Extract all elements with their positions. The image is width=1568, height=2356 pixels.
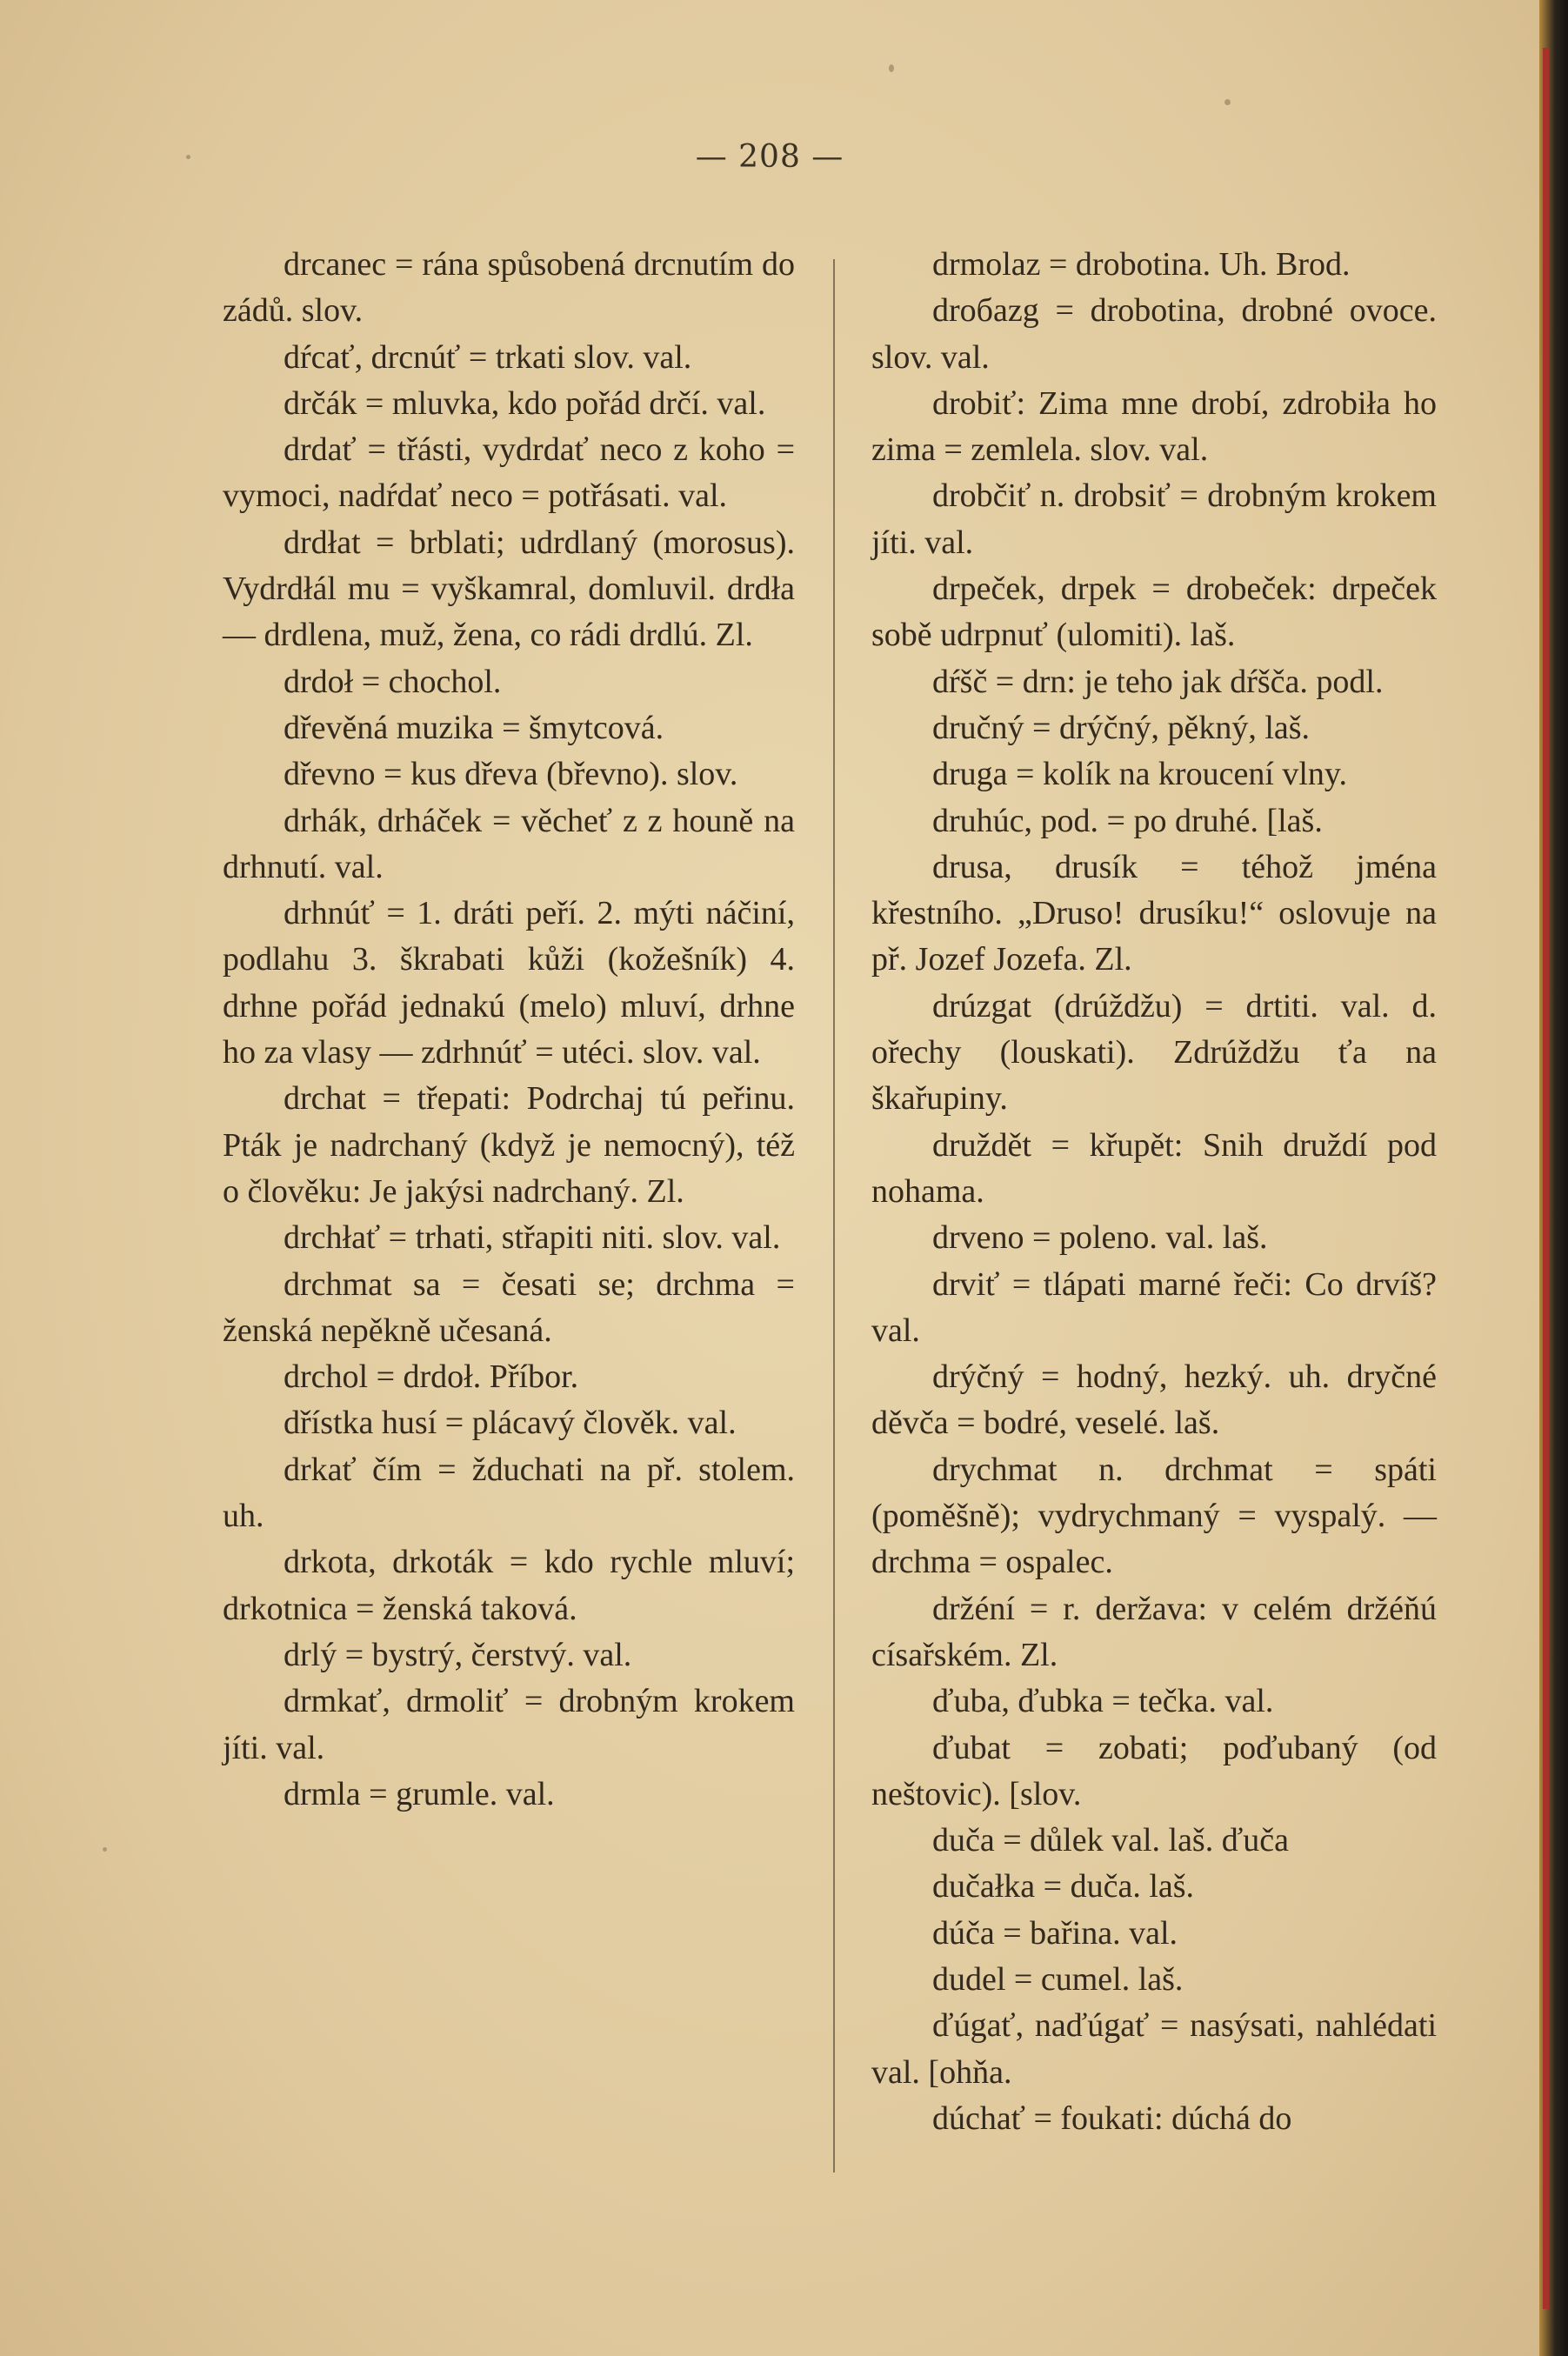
dictionary-entry: druga = kolík na kroucení vlny. bbox=[932, 756, 1347, 793]
dictionary-entry: drviť = tlápati marné řeči: Co drvíš? val. bbox=[871, 1265, 1437, 1349]
dictionary-entry: drmkať, drmoliť = drobným krokem jíti. val. bbox=[223, 1683, 795, 1766]
dictionary-entry: duča = důlek val. laš. ďuča bbox=[932, 1822, 1290, 1859]
dictionary-entry: drveno = poleno. val. laš. bbox=[932, 1219, 1268, 1257]
dictionary-entry: drkota, drkoták = kdo rychle mluví; drkotnica = ženská taková. bbox=[223, 1544, 795, 1627]
dictionary-entry: drdłat = brblati; udrdlaný (morosus). Vydrdłál mu = vyškamral, domluvil. drdła — drdlena, muž, žena, co rádi drdlú. Zl. bbox=[223, 524, 795, 654]
dictionary-entry: drkať čím = žduchati na př. stolem. uh. bbox=[223, 1451, 795, 1535]
dictionary-entry: drmolaz = drobotina. Uh. Brod. bbox=[932, 246, 1351, 283]
dictionary-entry: drobiť: Zima mne drobí, zdrobiła ho zima = zemlela. slov. val. bbox=[871, 384, 1437, 469]
dictionary-entry: drobčiť n. drobsiť = drobným krokem jíti. val. bbox=[871, 477, 1437, 561]
ink-speck bbox=[103, 1847, 107, 1852]
dictionary-entry: druždět = křupět: Snih druždí pod nohama. bbox=[871, 1126, 1437, 1210]
dictionary-entry: drmla = grumle. val. bbox=[284, 1775, 555, 1812]
right-column bbox=[871, 242, 1437, 2142]
dictionary-entry: ďúgať, naďúgať = nasýsati, nahlédati val. [ohňa. bbox=[871, 2007, 1437, 2091]
dictionary-entry: druhúc, pod. = po druhé. [laš. bbox=[932, 802, 1323, 839]
dictionary-entry: ďuba, ďubka = tečka. val. bbox=[932, 1683, 1274, 1720]
dictionary-entry: držéní = r. deržava: v celém držéňú císařském. Zl. bbox=[871, 1590, 1437, 1673]
dictionary-entry: drusa, drusík = téhož jména křestního. „Druso! drusíku!“ oslovuje na př. Jozef Jozefa. Zl. bbox=[871, 848, 1437, 978]
ink-speck bbox=[889, 64, 894, 72]
column-divider bbox=[833, 259, 835, 2172]
dictionary-entry: drcanec = rána spůsobená drcnutím do zádů. slov. bbox=[223, 246, 795, 330]
dictionary-entry: droбazg = drobotina, drobné ovoce. slov. val. bbox=[871, 292, 1437, 376]
dictionary-entry: drpeček, drpek = drobeček: drpeček sobě udrpnuť (ulomiti). laš. bbox=[871, 571, 1437, 654]
dictionary-entry: drchłať = trhati, střapiti niti. slov. val. bbox=[284, 1219, 781, 1257]
dictionary-entry: drchol = drdoł. Příbor. bbox=[284, 1358, 579, 1396]
dictionary-entry: drdať = třásti, vydrdať neco z koho = vymoci, nadŕdať neco = potřásati. val. bbox=[223, 431, 795, 515]
dictionary-entry: drlý = bystrý, čerstvý. val. bbox=[284, 1636, 632, 1673]
dictionary-entry: drdoł = chochol. bbox=[284, 663, 502, 700]
dictionary-entry: drčák = mluvka, kdo pořád drčí. val. bbox=[284, 384, 766, 422]
dictionary-entry: dŕcať, drcnúť = trkati slov. val. bbox=[284, 338, 692, 376]
dictionary-entry: dřevěná muzika = šmytcová. bbox=[284, 709, 664, 746]
dictionary-entry: drýčný = hodný, hezký. uh. dryčné děvča = bodré, veselé. laš. bbox=[871, 1358, 1437, 1442]
left-column bbox=[223, 242, 795, 1818]
page-number: — 208 — bbox=[695, 139, 844, 175]
dictionary-entry: dŕšč = drn: je teho jak dŕšča. podl. bbox=[932, 663, 1384, 700]
dictionary-entry: drhnúť = 1. dráti peří. 2. mýti náčiní, podlahu 3. škrabati kůži (kožešník) 4. drhne pořád jednakú (melo) mluví, drhne ho za vlasy — zdrhnúť = utéci. slov. val. bbox=[223, 895, 795, 1071]
dictionary-entry: dučałka = duča. laš. bbox=[932, 1868, 1195, 1905]
red-page-edge bbox=[1543, 48, 1549, 2309]
dictionary-entry: drúzgat (drúždžu) = drtiti. val. d. ořechy (louskati). Zdrúždžu ťa na škařupiny. bbox=[871, 987, 1437, 1118]
dictionary-entry: drchat = třepati: Podrchaj tú peřinu. Pták je nadrchaný (když je nemocný), též o člověku: Je jakýsi nadrchaný. Zl. bbox=[223, 1080, 795, 1210]
dictionary-entry: dúča = bařina. val. bbox=[932, 1914, 1178, 1952]
dictionary-entry: dudel = cumel. laš. bbox=[932, 1960, 1184, 1998]
dictionary-entry: dřístka husí = plácavý člověk. val. bbox=[284, 1405, 737, 1442]
dictionary-entry: dručný = drýčný, pěkný, laš. bbox=[932, 709, 1311, 746]
dictionary-entry: drchmat sa = česati se; drchma = ženská nepěkně učesaná. bbox=[223, 1265, 795, 1349]
dictionary-entry: drychmat n. drchmat = spáti (poměšně); vydrychmaný = vyspalý. — drchma = ospalec. bbox=[871, 1451, 1437, 1581]
dictionary-entry: drhák, drháček = věcheť z z houně na drhnutí. val. bbox=[223, 802, 795, 885]
ink-speck bbox=[1224, 99, 1231, 105]
dictionary-entry: dřevno = kus dřeva (břevno). slov. bbox=[284, 756, 738, 793]
dictionary-entry: dúchať = foukati: dúchá do bbox=[932, 2099, 1292, 2137]
dictionary-entry: ďubat = zobati; poďubaný (od neštovic). [slov. bbox=[871, 1729, 1437, 1812]
